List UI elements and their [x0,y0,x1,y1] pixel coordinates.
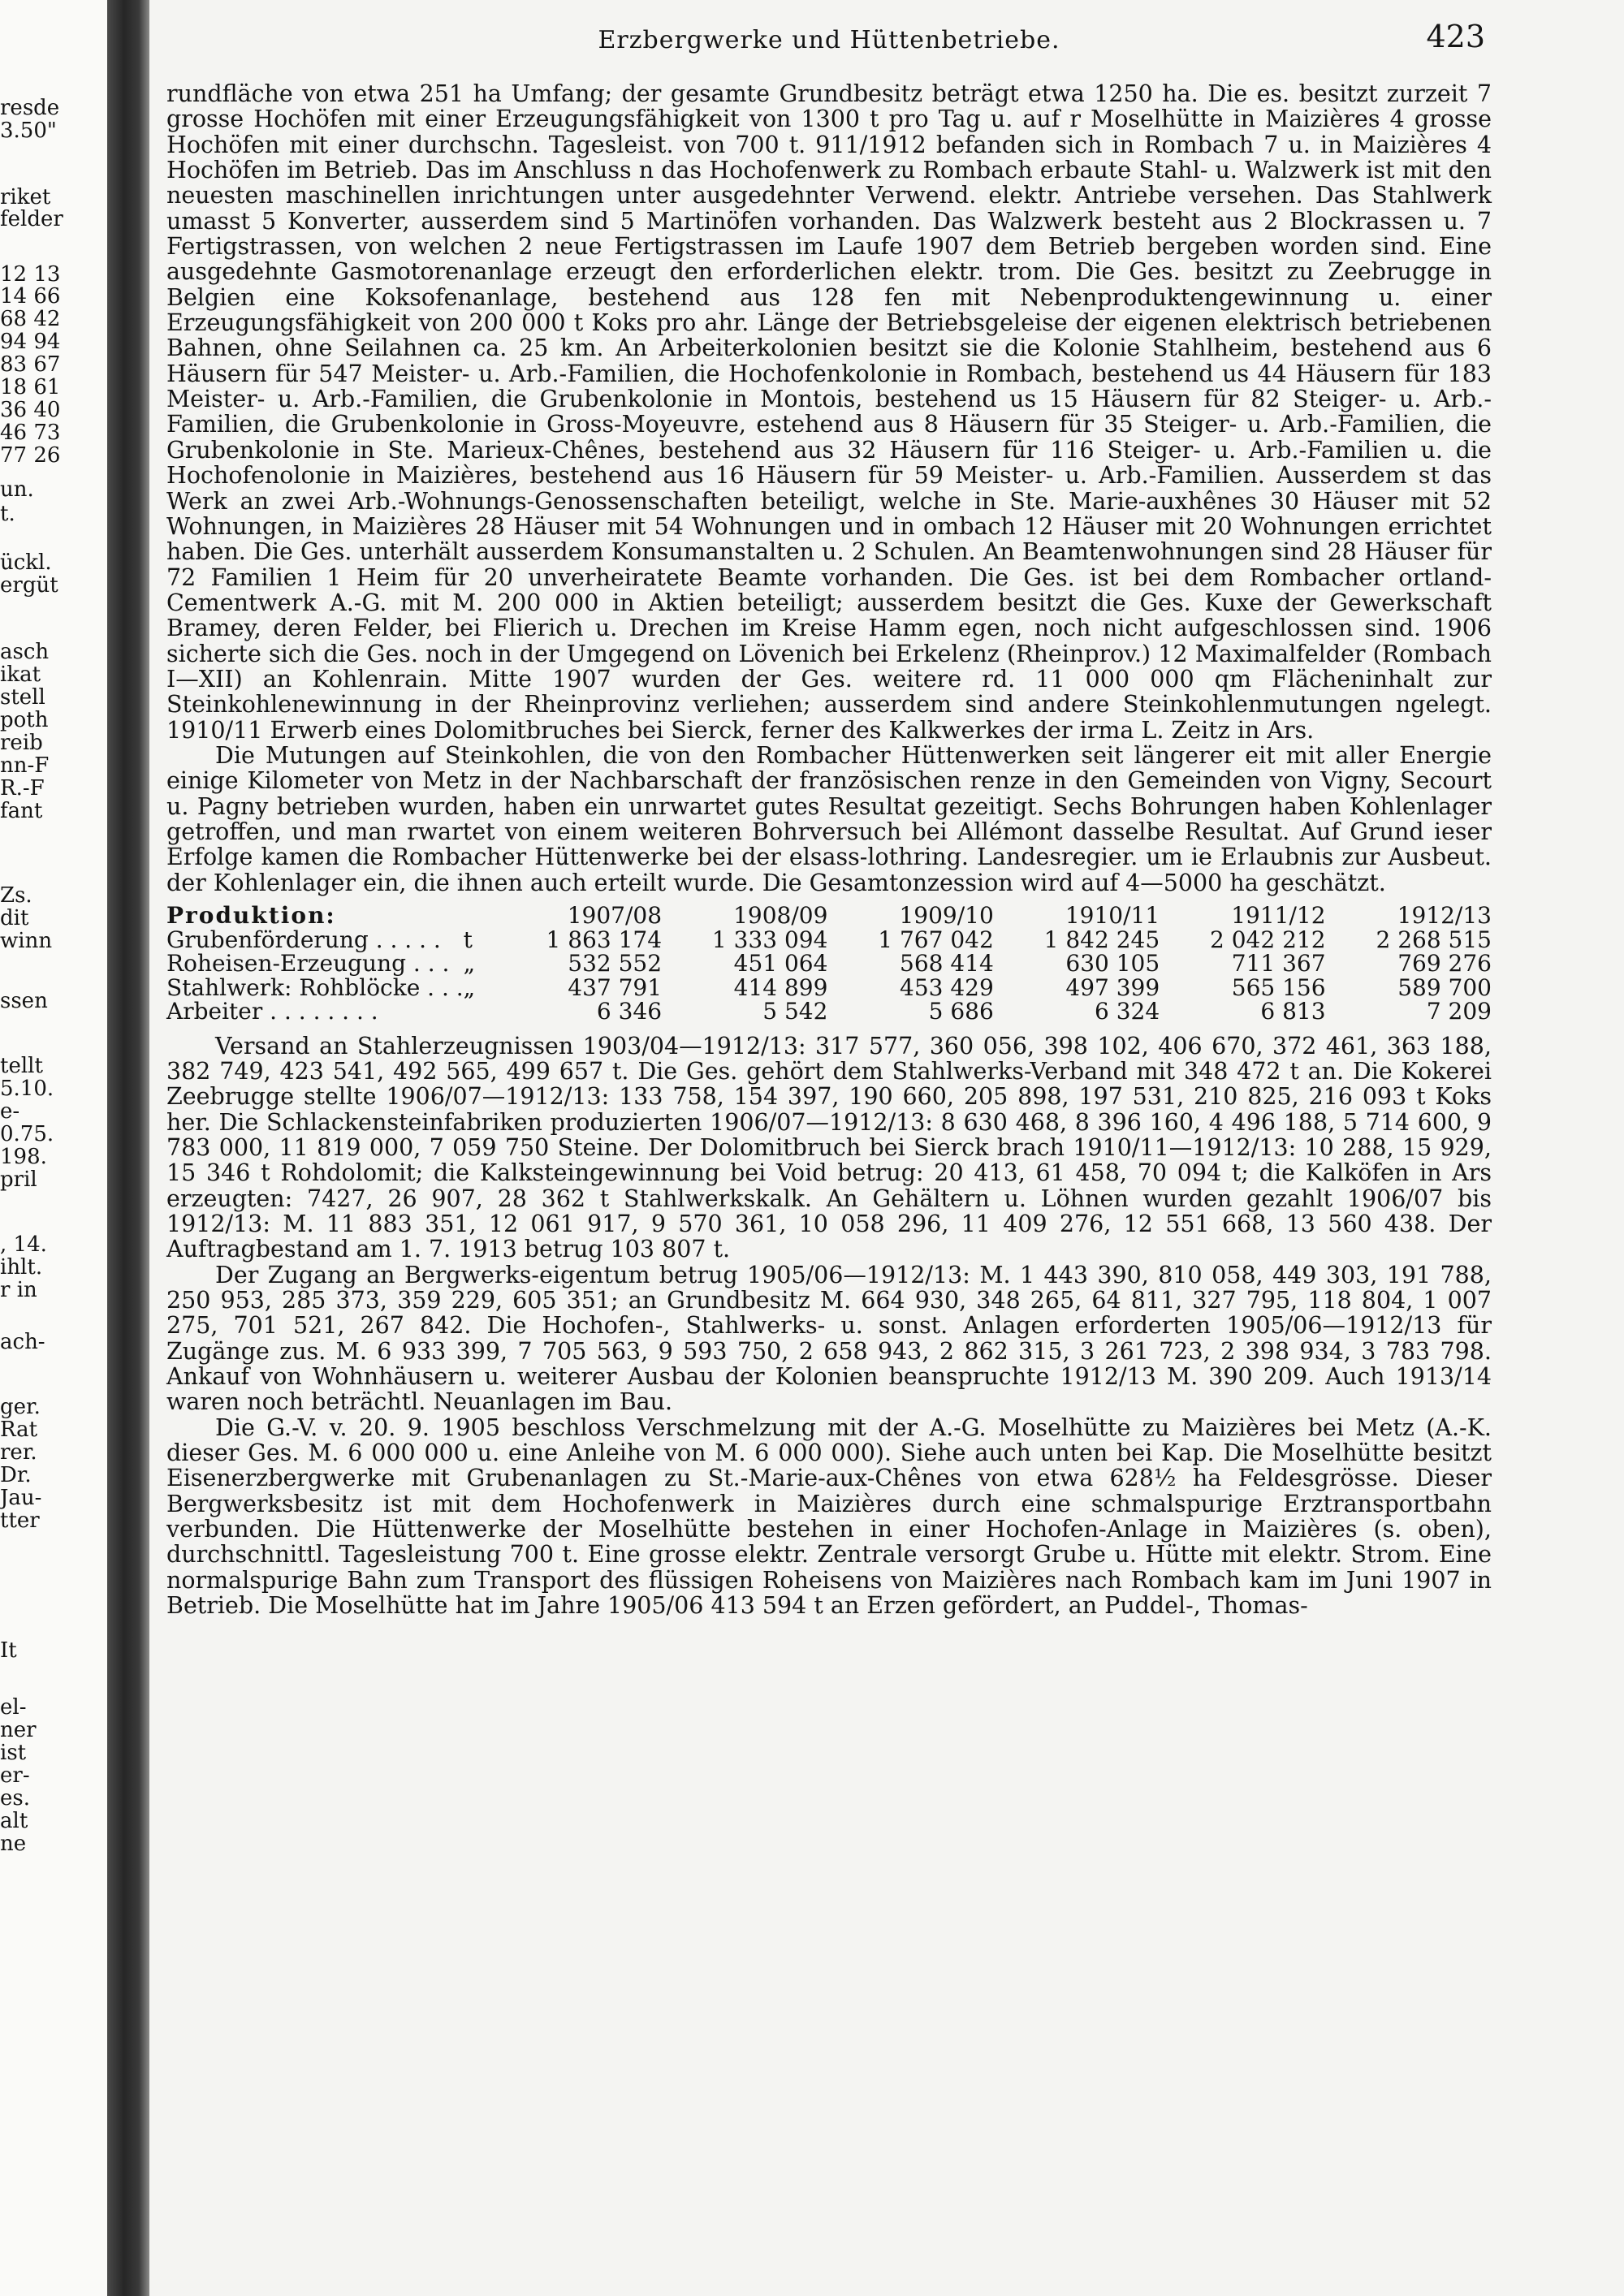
production-value: 497 399 [1065,973,1160,1001]
margin-fragment: t. [0,502,15,526]
margin-fragment: 3.50" [0,119,57,143]
margin-fragment: ist [0,1741,27,1765]
margin-fragment: ne [0,1832,27,1856]
margin-fragment: pril [0,1167,37,1192]
margin-fragment: Dr. [0,1463,32,1487]
row-label: Roheisen-Erzeugung . . . [166,950,450,977]
margin-fragment: 14 66 [0,284,61,309]
production-value: 5 542 [762,998,828,1025]
margin-fragment: es. [0,1786,30,1810]
row-unit: „ [463,973,476,1001]
margin-fragment: e- [0,1099,20,1124]
margin-fragment: felder [0,207,63,231]
year-header: 1908/09 [733,902,828,929]
margin-fragment: reib [0,731,43,755]
page-number: 423 [1426,19,1485,54]
production-row [166,999,1492,1024]
margin-fragment: 94 94 [0,330,61,354]
production-value: 2 042 212 [1210,926,1326,953]
margin-fragment: rer. [0,1440,37,1465]
margin-fragment: 68 42 [0,307,61,331]
margin-fragment: r in [0,1278,37,1302]
margin-fragment: dit [0,906,29,930]
production-value: 589 700 [1397,973,1492,1001]
paragraph-company-description: rundfläche von etwa 251 ha Umfang; der gesamte Grundbesitz beträgt etwa 1250 ha. Die es. besitzt zurzeit 7 grosse Hochöfen mit einer Erzeugungsfähigkeit von 1300 t pro Tag u. auf r Moselhütte in Maizières 4 grosse Hochöfen mit einer durchschn. Tagesleist. von 700 t. 911/1912 befanden sich in Rombach 7 u. in Maizières 4 Hochöfen im Betrieb. Das im Anschluss n das Hochofenwerk zu Rombach erbaute Stahl- u. Walzwerk ist mit den neuesten maschinellen inrichtungen unter ausgedehnter Verwend. elektr. Antriebe versehen. Das Stahlwerk umasst 5 Konverter, ausserdem sind 5 Martinöfen vorhanden. Das Walzwerk besteht aus 2 Blockrassen u. 7 Fertigstrassen, von welchen 2 neue Fertigstrassen im Laufe 1907 dem Betrieb bergeben worden sind. Eine ausgedehnte Gasmotorenanlage erzeugt den erforderlichen elektr. trom. Die Ges. besitzt zu Zeebrugge in Belgien eine Koksofenanlage, bestehend aus 128 fen mit Nebenproduktengewinnung u. einer Erzeugungsfähigkeit von 200 000 t Koks pro ahr. Länge der Betriebsgeleise der eigenen elektrisch betriebenen Bahnen, ohne Seilahnen ca. 25 km. An Arbeiterkolonien besitzt sie die Kolonie Stahlheim, bestehend aus 6 Häusern für 547 Meister- u. Arb.-Familien, die Hochofenkolonie in Rombach, bestehend us 44 Häusern für 183 Meister- u. Arb.-Familien, die Grubenkolonie in Montois, bestehend us 15 Häusern für 82 Steiger- u. Arb.-Familien, die Grubenkolonie in Gross-Moyeuvre, estehend aus 8 Häusern für 35 Steiger- u. Arb.-Familien, die Grubenkolonie in Ste. Marieux-Chênes, bestehend aus 32 Häusern für 116 Steiger- u. Arb.-Familien u. die Hochofenolonie in Maizières, bestehend aus 16 Häusern für 59 Meister- u. Arb.-Familien. Ausserdem st das Werk an zwei Arb.-Wohnungs-Genossenschaften beteiligt, welche in Ste. Marie-auxhênes 30 Häuser mit 52 Wohnungen, in Maizières 28 Häuser mit 54 Wohnungen und in ombach 12 Häuser mit 20 Wohnungen errichtet haben. Die Ges. unterhält ausserdem Konsumanstalten u. 2 Schulen. An Beamtenwohnungen sind 28 Häuser für 72 Familien 1 Heim für 20 unverheiratete Beamte vorhanden. Die Ges. ist bei dem Rombacher ortland-Cementwerk A.-G. mit M. 200 000 in Aktien beteiligt; ausserdem besitzt die Ges. Kuxe der Gewerkschaft Bramey, deren Felder, bei Flierich u. Drechen im Kreise Hamm egen, noch nicht aufgeschlossen sind. 1906 sicherte sich die Ges. noch in der Umgegend on Lövenich bei Erkelenz (Rheinprov.) 12 Maximalfelder (Rombach I—XII) an Kohlenrain. Mitte 1907 wurden der Ges. weitere rd. 11 000 000 qm Flächeninhalt zur Steinkohlenewinnung in der Rheinprovinz verliehen; ausserdem sind andere Steinkohlenmutungen ngelegt. 1910/11 Erwerb eines Dolomitbruches bei Sierck, ferner des Kalkwerkes der irma L. Zeitz in Ars. [166,80,1492,744]
row-label: Stahlwerk: Rohblöcke . . . [166,973,464,1001]
year-header: 1912/13 [1397,902,1492,929]
production-value: 5 686 [928,998,994,1025]
production-value: 7 209 [1426,998,1492,1025]
margin-fragment: 46 73 [0,421,61,445]
binding-gutter [107,0,149,2296]
production-row [166,928,1492,952]
production-table [166,904,1492,1024]
paragraph-moselhuette: Die G.-V. v. 20. 9. 1905 beschloss Verschmelzung mit der A.-G. Moselhütte zu Maizières bei Metz (A.-K. dieser Ges. M. 6 000 000 u. eine Anleihe von M. 6 000 000). Siehe auch unten bei Kap. Die Moselhütte besitzt Eisenerzbergwerke mit Grubenanlagen zu St.-Marie-aux-Chênes von etwa 628½ ha Feldesgrösse. Dieser Bergwerksbesitz ist mit dem Hochofenwerk in Maizières durch eine schmalspurige Erztransportbahn verbunden. Die Hüttenwerke der Moselhütte bestehen in einer Hochofen-Anlage in Maizières (s. oben), durchschnittl. Tagesleistung 700 t. Eine grosse elektr. Zentrale versorgt Grube u. Hütte mit elektr. Strom. Eine normalspurige Bahn zum Transport des flüssigen Roheisens von Maizières nach Rombach kam im Juni 1907 in Betrieb. Die Moselhütte hat im Jahre 1905/06 413 594 t an Erzen gefördert, an Puddel-, Thomas- [166,1413,1492,1620]
margin-fragment: ergüt [0,573,58,598]
margin-fragment: un. [0,477,34,502]
production-value: 1 767 042 [878,926,994,953]
margin-fragment: ihlt. [0,1255,43,1280]
margin-fragment: Zs. [0,883,32,908]
margin-fragment: ach- [0,1330,45,1354]
row-unit: t [463,926,473,953]
production-value: 6 324 [1095,998,1160,1025]
margin-fragment: tter [0,1508,40,1533]
margin-fragment: 18 61 [0,375,61,399]
running-title: Erzbergwerke und Hüttenbetriebe. [598,26,1060,54]
production-value: 414 899 [733,973,828,1001]
margin-fragment: ger. [0,1395,41,1419]
margin-fragment: resde [0,96,60,120]
margin-fragment: 198. [0,1145,47,1169]
year-header: 1907/08 [567,902,663,929]
margin-fragment: 12 13 [0,262,61,287]
production-value: 1 842 245 [1043,926,1160,953]
margin-fragment: R.-F [0,776,45,801]
margin-fragment: el- [0,1695,27,1720]
paragraph-additions: Der Zugang an Bergwerks-eigentum betrug 1905/06—1912/13: M. 1 443 390, 810 058, 449 303, 191 788, 250 953, 285 373, 359 229, 605 351; an Grundbesitz M. 664 930, 348 265, 64 811, 327 795, 118 804, 1 007 275, 701 521, 267 842. Die Hochofen-, Stahlwerks- u. sonst. Anlagen erforderten 1905/06—1912/13 für Zugänge zus. M. 6 933 399, 7 705 563, 9 593 750, 2 658 943, 2 862 315, 3 261 723, 2 398 934, 3 783 798. Ankauf von Wohnhäusern u. weiterer Ausbau der Kolonien beanspruchte 1912/13 M. 390 209. Auch 1913/14 waren noch beträchtl. Neuanlagen im Bau. [166,1261,1492,1416]
production-value: 6 346 [596,998,663,1025]
row-unit [464,999,496,1024]
margin-fragment: ssen [0,989,48,1013]
production-header-row [166,904,1492,928]
production-heading: Produktion: [166,902,336,929]
margin-fragment: fant [0,799,43,823]
margin-fragment: 0.75. [0,1122,54,1146]
margin-fragment: ner [0,1718,37,1742]
running-head [166,19,1492,81]
production-value: 565 156 [1231,973,1326,1001]
production-value: 6 813 [1260,998,1326,1025]
margin-fragment: Rat [0,1418,38,1442]
production-value: 437 791 [568,973,663,1001]
margin-fragment: stell [0,685,45,710]
production-row [166,976,1492,1000]
margin-fragment: ikat [0,662,41,687]
production-value: 532 552 [568,950,663,977]
margin-fragment: winn [0,929,53,953]
production-row [166,952,1492,976]
margin-fragment: riket [0,185,51,209]
row-label: Grubenförderung . . . . . [166,926,441,953]
year-header: 1909/10 [899,902,994,929]
production-value: 1 863 174 [546,926,663,953]
production-value: 453 429 [900,973,994,1001]
margin-fragment: Jau- [0,1486,42,1510]
margin-fragment: alt [0,1809,28,1833]
production-value: 769 276 [1397,950,1492,977]
margin-fragment: It [0,1638,17,1663]
margin-fragment: poth [0,708,49,732]
margin-fragment: asch [0,640,50,664]
margin-fragment: er- [0,1763,30,1788]
margin-fragment: 77 26 [0,443,61,468]
margin-fragment: tellt [0,1054,43,1078]
production-value: 1 333 094 [711,926,828,953]
production-value: 711 367 [1231,950,1326,977]
margin-fragment: 36 40 [0,398,61,422]
production-value: 451 064 [733,950,828,977]
row-unit: „ [463,950,476,977]
row-label: Arbeiter . . . . . . . . [166,998,378,1025]
paragraph-coal-claims: Die Mutungen auf Steinkohlen, die von den Rombacher Hüttenwerken seit längerer eit mit aller Energie einige Kilometer von Metz in der Nachbarschaft der französischen renze in den Gemeinden von Vigny, Secourt u. Pagny betrieben wurden, haben ein unrwartet gutes Resultat gezeitigt. Sechs Bohrungen haben Kohlenlager getroffen, und man rwartet von einem weiteren Bohrversuch bei Allémont dasselbe Resultat. Auf Grund ieser Erfolge kamen die Rombacher Hüttenwerke bei der elsass-lothring. Landesregier. um ie Erlaubnis zur Ausbeut. der Kohlenlager ein, die ihnen auch erteilt wurde. Die Gesamtonzession wird auf 4—5000 ha geschätzt. [166,741,1492,896]
production-value: 2 268 515 [1376,926,1492,953]
paragraph-shipments: Versand an Stahlerzeugnissen 1903/04—1912/13: 317 577, 360 056, 398 102, 406 670, 372 461, 363 188, 382 749, 423 541, 492 565, 499 657 t. Die Ges. gehört dem Stahlwerks-Verband mit 348 472 t an. Die Kokerei Zeebrugge stellte 1906/07—1912/13: 133 758, 154 397, 190 660, 205 898, 197 531, 210 825, 216 093 t Koks her. Die Schlackensteinfabriken produzierten 1906/07—1912/13: 8 630 468, 8 396 160, 4 496 188, 5 714 600, 9 783 000, 11 819 000, 7 059 750 Steine. Der Dolomitbruch bei Sierck brach 1910/11—1912/13: 10 288, 15 929, 15 346 t Rohdolomit; die Kalksteingewinnung bei Void betrug: 20 413, 61 458, 70 094 t; die Kalköfen in Ars erzeugten: 7427, 26 907, 28 362 t Stahlwerkskalk. An Gehältern u. Löhnen wurden gezahlt 1906/07 bis 1912/13: M. 11 883 351, 12 061 917, 9 570 361, 10 058 296, 11 409 276, 12 551 668, 13 560 438. Der Auftragbestand am 1. 7. 1913 betrug 103 807 t. [166,1032,1492,1263]
page-content [166,19,1492,1620]
production-value: 568 414 [900,950,994,977]
year-header: 1910/11 [1065,902,1160,929]
margin-fragment: nn-F [0,753,50,778]
margin-fragment: 83 67 [0,352,61,377]
production-value: 630 105 [1065,950,1160,977]
year-header: 1911/12 [1231,902,1326,929]
margin-fragment: , 14. [0,1232,47,1257]
left-margin-fragments [0,0,107,2296]
margin-fragment: ückl. [0,550,52,575]
margin-fragment: 5.10. [0,1077,54,1101]
